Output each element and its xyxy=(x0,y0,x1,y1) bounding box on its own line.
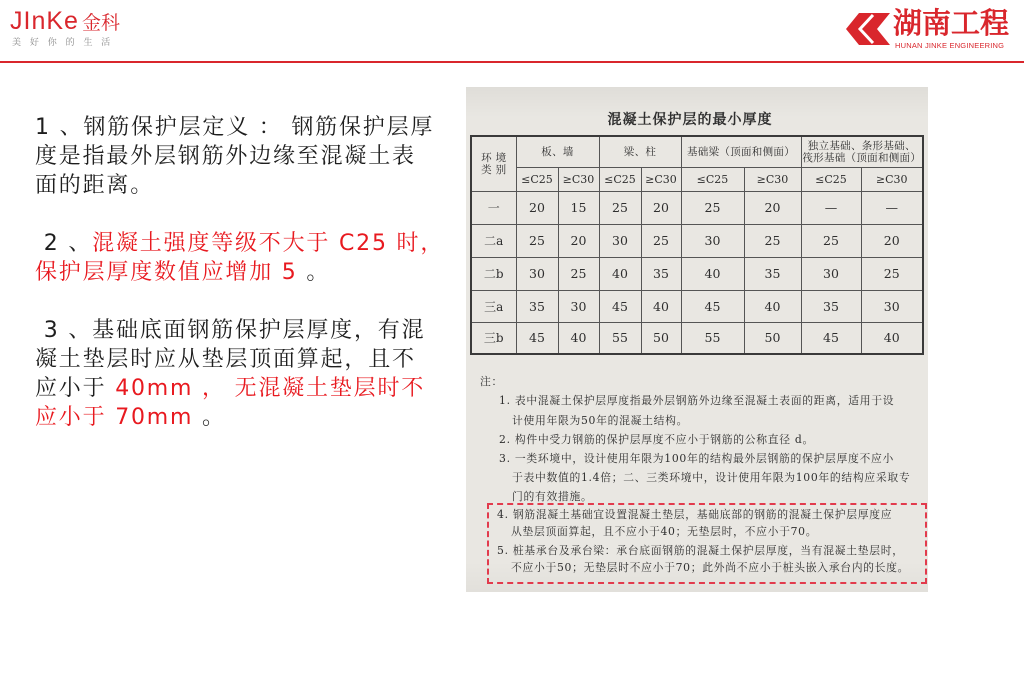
table-cell: 40 xyxy=(681,257,744,290)
table-cell: 35 xyxy=(801,290,861,322)
table-cell: 40 xyxy=(641,290,681,322)
grade-header: ≤C25 xyxy=(516,167,558,191)
table-row xyxy=(471,191,923,224)
scanned-code-table-image xyxy=(466,87,928,592)
point-2-line xyxy=(35,258,455,287)
note-3-line: 3. 一类环境中，设计使用年限为100年的结构最外层钢筋的保护层厚度不应小 xyxy=(499,452,894,465)
jinke-emblem-icon xyxy=(846,11,890,47)
header-slab-wall: 板、墙 xyxy=(516,136,599,167)
note-1-line: 1. 表中混凝土保护层厚度指最外层钢筋外边缘至混凝土表面的距离，适用于设 xyxy=(499,394,895,407)
point-2-line xyxy=(35,229,455,258)
table-cell: 25 xyxy=(641,224,681,257)
header-foundation-line: 筏形基础（顶面和侧面） xyxy=(802,151,922,164)
table-cell: 25 xyxy=(861,257,923,290)
paragraph-spacer xyxy=(35,200,455,229)
jinke-wordmark: JInKe xyxy=(10,7,79,35)
header-isolated-strip-raft-foundation xyxy=(801,136,923,167)
point-3-end: 。 xyxy=(193,405,226,430)
table-cell: 25 xyxy=(558,257,599,290)
point-2-emphasis: 混凝土强度等级不大于 C25 时， xyxy=(92,231,445,256)
table-cell: 20 xyxy=(516,191,558,224)
point-2-emphasis: 保护层厚度数值应增加 5 xyxy=(35,260,298,285)
company-english-name: HUNAN JINKE ENGINEERING xyxy=(895,41,1005,50)
note-5-line: 5. 桩基承台及承台梁：承台底面钢筋的混凝土保护层厚度，当有混凝土垫层时， xyxy=(497,544,904,557)
note-1-line: 计使用年限为50年的混凝土结构。 xyxy=(512,414,689,427)
point-3-text: 应小于 xyxy=(35,376,116,401)
point-3-line xyxy=(35,374,455,403)
table-cell: 15 xyxy=(558,191,599,224)
header-beam-column: 梁、柱 xyxy=(599,136,681,167)
env-class-cell: 三b xyxy=(471,322,516,354)
grade-header: ≥C30 xyxy=(861,167,923,191)
point-1-text: 度是指最外层钢筋外边缘至混凝土表 xyxy=(35,144,416,169)
notes-highlight-dashed-box xyxy=(487,503,927,584)
table-cell: 30 xyxy=(801,257,861,290)
min-cover-thickness-table xyxy=(470,135,924,355)
table-cell: 25 xyxy=(599,191,641,224)
env-class-cell: 二b xyxy=(471,257,516,290)
grade-header: ≤C25 xyxy=(599,167,641,191)
table-cell: 45 xyxy=(599,290,641,322)
table-cell: 35 xyxy=(516,290,558,322)
table-cell: 25 xyxy=(744,224,801,257)
notes-label: 注： xyxy=(480,375,503,388)
table-header-row xyxy=(471,136,923,167)
env-class-cell: 一 xyxy=(471,191,516,224)
table-cell: 30 xyxy=(516,257,558,290)
table-row xyxy=(471,322,923,354)
grade-header: ≥C30 xyxy=(641,167,681,191)
table-cell: 20 xyxy=(744,191,801,224)
slide-body-text xyxy=(35,113,455,432)
table-title: 混凝土保护层的最小厚度 xyxy=(607,112,773,128)
grade-header: ≥C30 xyxy=(744,167,801,191)
table-subheader-row xyxy=(471,167,923,191)
table-cell: 40 xyxy=(861,322,923,354)
point-1-line xyxy=(35,171,455,200)
point-3-text: 凝土垫层时应从垫层顶面算起，且不 xyxy=(35,347,416,372)
point-3-line xyxy=(35,403,455,432)
table-cell: 50 xyxy=(641,322,681,354)
table-cell: — xyxy=(861,191,923,224)
table-cell: 25 xyxy=(801,224,861,257)
note-4-line: 从垫层顶面算起，且不应小于40；无垫层时，不应小于70。 xyxy=(511,525,818,538)
point-1-line xyxy=(35,142,455,171)
point-1-text: 面的距离。 xyxy=(35,173,155,198)
header-env-class-line: 类 别 xyxy=(481,163,507,176)
point-3-line xyxy=(35,316,455,345)
table-cell: 25 xyxy=(516,224,558,257)
table-cell: 35 xyxy=(641,257,681,290)
table-cell: 55 xyxy=(681,322,744,354)
note-3-line: 门的有效措施。 xyxy=(512,490,593,503)
table-row xyxy=(471,290,923,322)
point-3-text: 3 、基础底面钢筋保护层厚度，有混 xyxy=(35,318,426,343)
table-row xyxy=(471,257,923,290)
header-divider xyxy=(0,61,1024,63)
table-cell: 25 xyxy=(681,191,744,224)
table-cell: 20 xyxy=(861,224,923,257)
jinke-slogan: 美 好 你 的 生 活 xyxy=(12,38,114,48)
jinke-chinese-name: 金科 xyxy=(81,12,120,34)
table-cell: 40 xyxy=(599,257,641,290)
table-cell: 30 xyxy=(558,290,599,322)
point-2-number: 2 、 xyxy=(35,231,93,256)
note-3-line: 于表中数值的1.4倍；二、三类环境中，设计使用年限为100年的结构应采取专 xyxy=(512,471,911,484)
header-foundation-line: 独立基础、条形基础、 xyxy=(807,139,916,152)
point-2-end: 。 xyxy=(297,260,331,285)
note-4-line: 4. 钢筋混凝土基础宜设置混凝土垫层，基础底部的钢筋的混凝土保护层厚度应 xyxy=(497,508,893,521)
env-class-cell: 二a xyxy=(471,224,516,257)
paragraph-spacer xyxy=(35,287,455,316)
grade-header: ≥C30 xyxy=(558,167,599,191)
table-cell: 40 xyxy=(744,290,801,322)
company-name: 湖南工程 xyxy=(893,6,1010,40)
header-env-class xyxy=(471,136,516,191)
point-3-emphasis: 40mm ， 无混凝土垫层时不 xyxy=(115,376,426,401)
table-cell: 30 xyxy=(599,224,641,257)
table-cell: — xyxy=(801,191,861,224)
table-cell: 45 xyxy=(801,322,861,354)
table-cell: 30 xyxy=(861,290,923,322)
grade-header: ≤C25 xyxy=(681,167,744,191)
table-cell: 40 xyxy=(558,322,599,354)
jinke-logo xyxy=(10,7,120,37)
env-class-cell: 三a xyxy=(471,290,516,322)
table-cell: 55 xyxy=(599,322,641,354)
point-3-line xyxy=(35,345,455,374)
table-cell: 30 xyxy=(681,224,744,257)
point-1-line xyxy=(35,113,455,142)
header-env-class-line: 环 境 xyxy=(481,151,507,164)
header-foundation-beam: 基础梁（顶面和侧面） xyxy=(681,136,801,167)
grade-header: ≤C25 xyxy=(801,167,861,191)
table-cell: 50 xyxy=(744,322,801,354)
table-cell: 45 xyxy=(516,322,558,354)
table-cell: 20 xyxy=(558,224,599,257)
note-5-line: 不应小于50；无垫层时不应小于70；此外尚不应小于桩头嵌入承台内的长度。 xyxy=(511,561,910,574)
table-cell: 35 xyxy=(744,257,801,290)
point-3-emphasis: 应小于 70mm xyxy=(35,405,194,430)
table-cell: 45 xyxy=(681,290,744,322)
table-row xyxy=(471,224,923,257)
note-2-line: 2. 构件中受力钢筋的保护层厚度不应小于钢筋的公称直径 d。 xyxy=(499,433,814,446)
table-cell: 20 xyxy=(641,191,681,224)
point-1-text: 1 、钢筋保护层定义 ： 钢筋保护层厚 xyxy=(35,115,435,140)
